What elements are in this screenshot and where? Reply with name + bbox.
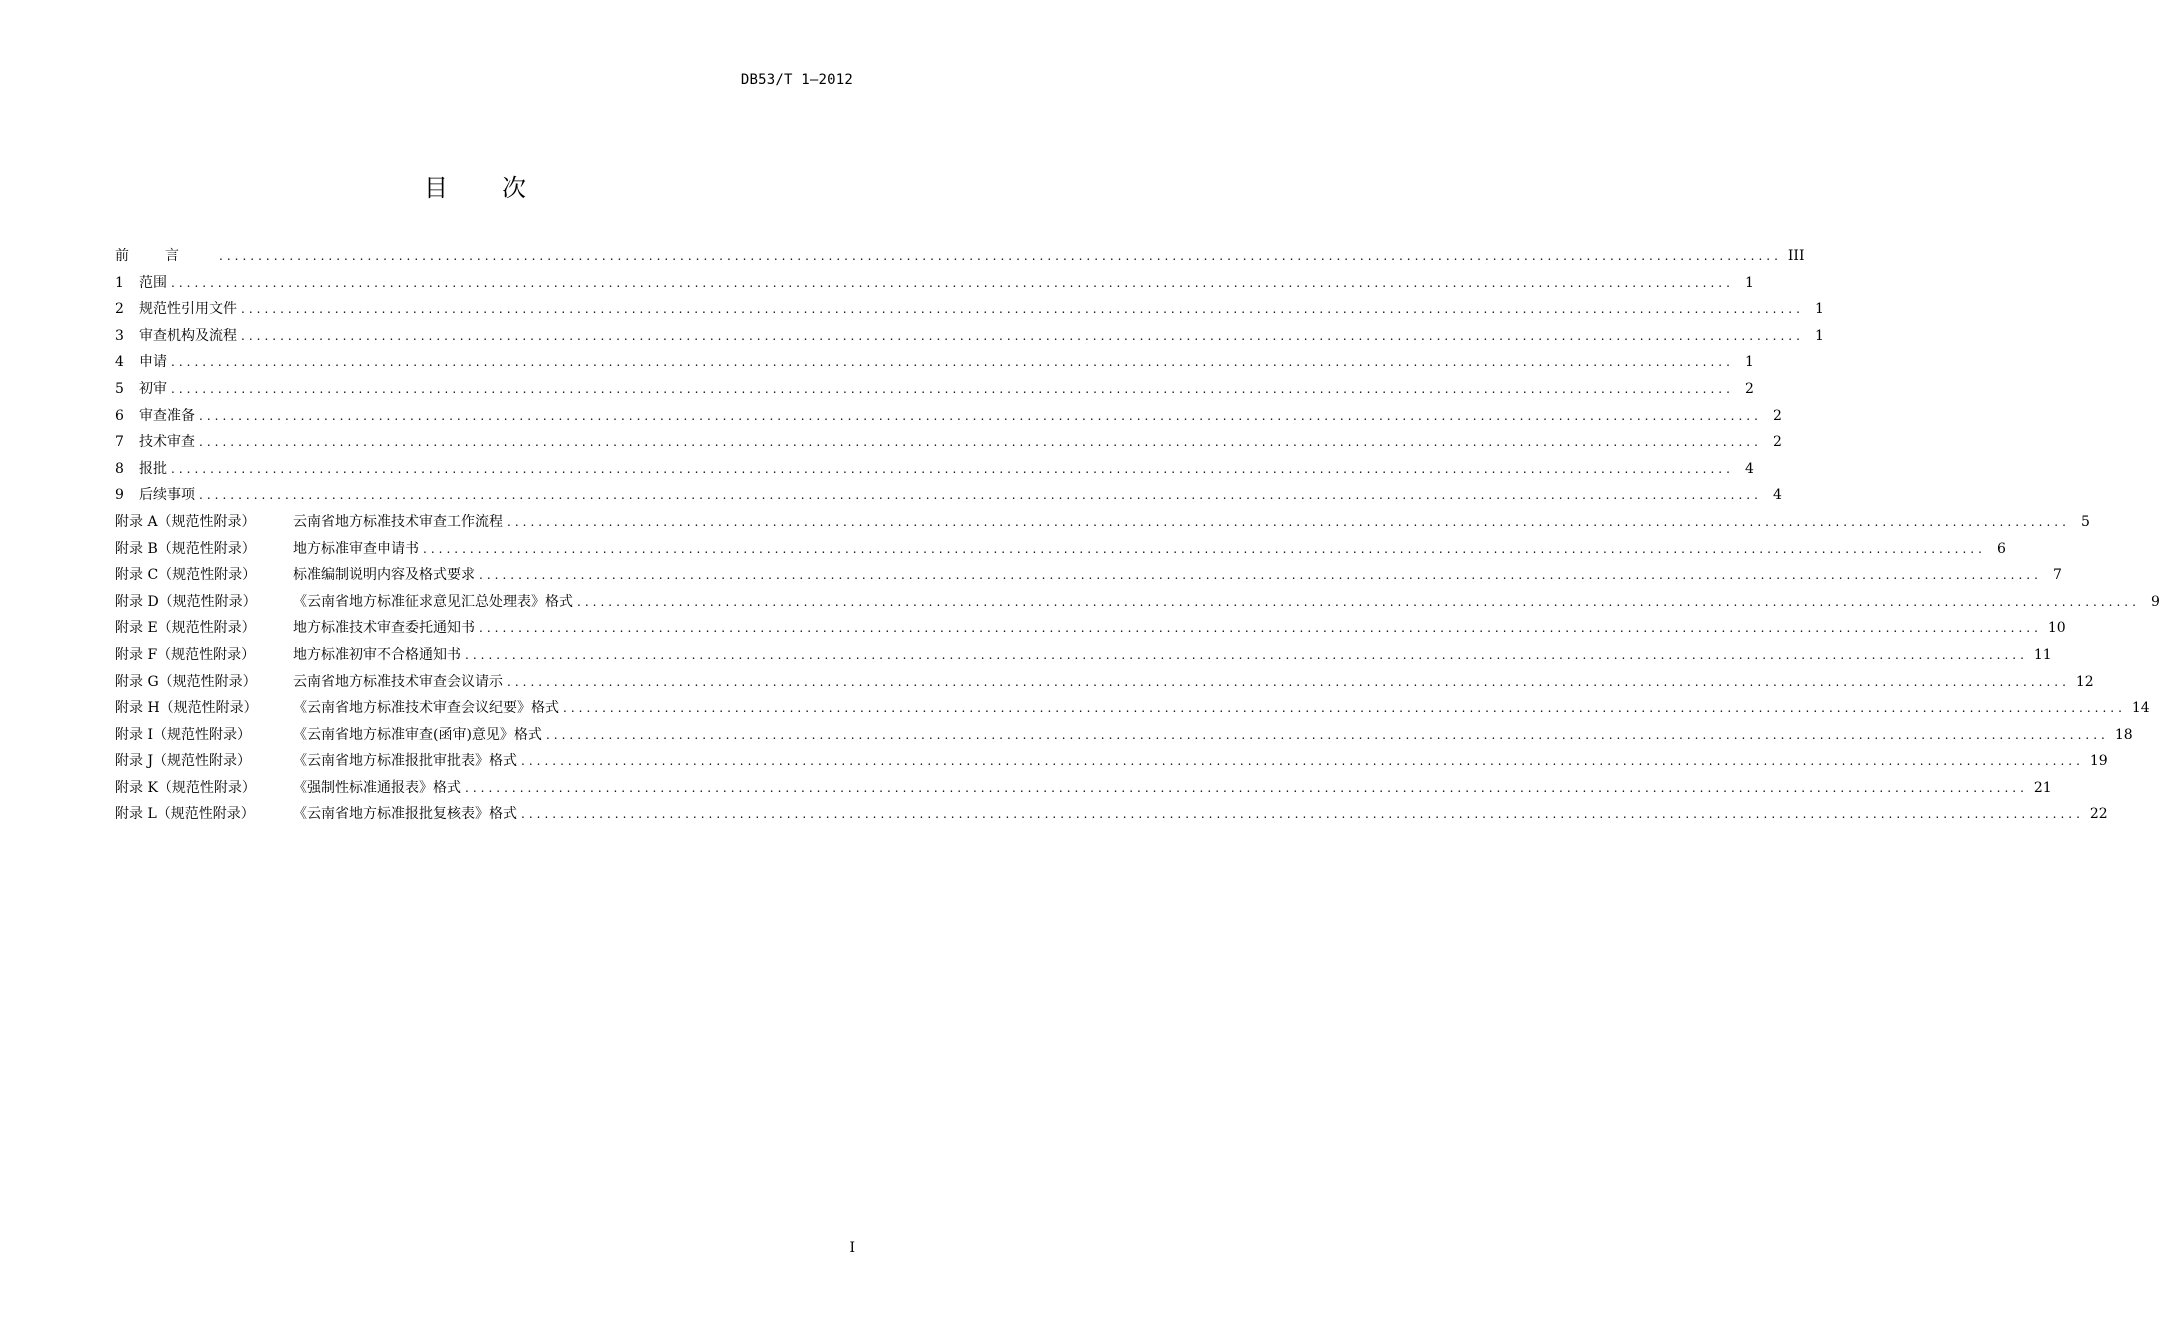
toc-entry-title: 《强制性标准通报表》格式 <box>293 779 461 796</box>
toc-leader: ........................................................................................................................................................................................................ <box>219 249 1782 263</box>
toc-leader: ........................................................................................................................................................................................................ <box>241 302 1804 317</box>
toc-appendix-label: 附录 J（规范性附录） <box>115 753 252 770</box>
toc-appendix-label: 附录 G（规范性附录） <box>115 673 257 690</box>
toc-entry-page: 7 <box>2052 567 2062 584</box>
toc-entry-page: 21 <box>2033 779 2052 796</box>
toc-entry-title: 技术审查 <box>139 434 195 451</box>
toc-leader: ........................................................................................................................................................................................................ <box>199 435 1762 450</box>
toc-entry-page: 2 <box>1772 434 1782 451</box>
toc-entry-title: 云南省地方标准技术审查会议请示 <box>293 673 503 690</box>
toc-entry-title: 地方标准技术审查委托通知书 <box>293 620 475 637</box>
toc-entry-section[interactable] <box>115 296 1824 323</box>
toc-entry-appendix[interactable] <box>115 536 2006 563</box>
toc-entry-title: 《云南省地方标准技术审查会议纪要》格式 <box>293 700 559 717</box>
toc-entry-appendix[interactable] <box>115 615 2066 642</box>
toc-leader: ........................................................................................................................................................................................................ <box>199 488 1762 503</box>
toc-entry-appendix[interactable] <box>115 642 2052 669</box>
toc-entry-page: 14 <box>2131 700 2150 717</box>
toc-entry-number: 6 <box>115 407 124 424</box>
toc-leader: ........................................................................................................................................................................................................ <box>465 780 2028 795</box>
toc-entry-page: 1 <box>1744 274 1754 291</box>
toc-entry-section[interactable] <box>115 456 1754 483</box>
toc-leader: ........................................................................................................................................................................................................ <box>423 541 1986 556</box>
toc-leader: ........................................................................................................................................................................................................ <box>479 621 2042 636</box>
toc-leader: ........................................................................................................................................................................................................ <box>545 727 2109 742</box>
toc-entry-section[interactable] <box>115 403 1782 430</box>
toc-leader: ........................................................................................................................................................................................................ <box>465 647 2028 662</box>
toc-entry-title: 后续事项 <box>139 487 195 504</box>
toc-entry-page: 10 <box>2047 620 2066 637</box>
table-of-contents <box>115 243 2160 828</box>
document-code: DB53/T 1—2012 <box>740 72 853 88</box>
toc-entry-title: 报批 <box>139 460 167 477</box>
toc-entry-title: 《云南省地方标准报批复核表》格式 <box>293 806 517 823</box>
toc-entry-section[interactable] <box>115 376 1754 403</box>
toc-entry-appendix[interactable] <box>115 775 2052 802</box>
toc-entry-appendix[interactable] <box>115 801 2108 828</box>
toc-entry-foreword[interactable] <box>115 243 1805 270</box>
toc-entry-number: 7 <box>115 434 124 451</box>
toc-leader: ........................................................................................................................................................................................................ <box>521 754 2084 769</box>
toc-entry-page: 1 <box>1814 327 1824 344</box>
toc-entry-number: 8 <box>115 460 124 477</box>
toc-entry-page: 19 <box>2089 753 2108 770</box>
toc-entry-page: 12 <box>2075 673 2094 690</box>
toc-entry-page: 1 <box>1814 301 1824 318</box>
toc-entry-title: 云南省地方标准技术审查工作流程 <box>293 513 503 530</box>
toc-entry-page: III <box>1787 248 1805 264</box>
toc-entry-page: 11 <box>2033 646 2052 663</box>
toc-entry-title: 地方标准审查申请书 <box>293 540 419 557</box>
page-number: I <box>849 1240 855 1256</box>
toc-entry-title: 《云南省地方标准报批审批表》格式 <box>293 753 517 770</box>
toc-appendix-label: 附录 B（规范性附录） <box>115 540 256 557</box>
toc-entry-title: 初审 <box>139 380 167 397</box>
toc-title-left: 目 <box>424 174 448 202</box>
toc-appendix-label: 附录 L（规范性附录） <box>115 806 255 823</box>
toc-entry-page: 5 <box>2080 513 2090 530</box>
toc-entry-appendix[interactable] <box>115 748 2108 775</box>
toc-appendix-label: 附录 F（规范性附录） <box>115 646 256 663</box>
toc-entry-page: 22 <box>2089 806 2108 823</box>
toc-entry-section[interactable] <box>115 270 1754 297</box>
toc-title-right: 次 <box>502 174 526 202</box>
toc-entry-page: 4 <box>1772 487 1782 504</box>
toc-entry-appendix[interactable] <box>115 669 2094 696</box>
toc-entry-title: 地方标准初审不合格通知书 <box>293 646 461 663</box>
toc-entry-title: 《云南省地方标准征求意见汇总处理表》格式 <box>293 593 573 610</box>
toc-leader: ........................................................................................................................................................................................................ <box>171 461 1734 476</box>
toc-entry-number: 4 <box>115 354 124 371</box>
toc-entry-number: 2 <box>115 301 124 318</box>
toc-entry-appendix[interactable] <box>115 722 2133 749</box>
toc-entry-page: 9 <box>2150 593 2160 610</box>
toc-entry-number: 9 <box>115 487 124 504</box>
toc-leader: ........................................................................................................................................................................................................ <box>507 674 2070 689</box>
toc-entry-section[interactable] <box>115 323 1824 350</box>
toc-entry-title: 审查机构及流程 <box>139 327 237 344</box>
toc-appendix-label: 附录 E（规范性附录） <box>115 620 256 637</box>
toc-entry-appendix[interactable] <box>115 509 2090 536</box>
toc-appendix-label: 附录 D（规范性附录） <box>115 593 257 610</box>
toc-appendix-label: 附录 H（规范性附录） <box>115 700 258 717</box>
toc-appendix-label: 附录 K（规范性附录） <box>115 779 256 796</box>
toc-leader: ........................................................................................................................................................................................................ <box>241 328 1804 343</box>
toc-entry-page: 18 <box>2114 726 2133 743</box>
toc-entry-number: 1 <box>115 274 124 291</box>
toc-entry-title: 申请 <box>139 354 167 371</box>
toc-entry-appendix[interactable] <box>115 695 2150 722</box>
toc-entry-page: 4 <box>1744 460 1754 477</box>
toc-entry-section[interactable] <box>115 482 1782 509</box>
toc-leader: ........................................................................................................................................................................................................ <box>199 408 1762 423</box>
toc-entry-page: 1 <box>1744 354 1754 371</box>
toc-entry-number: 3 <box>115 327 124 344</box>
toc-leader: ........................................................................................................................................................................................................ <box>577 594 2140 609</box>
toc-appendix-label: 附录 C（规范性附录） <box>115 567 257 584</box>
toc-entry-title: 前言 <box>115 248 215 264</box>
toc-entry-title: 范围 <box>139 274 167 291</box>
toc-leader: ........................................................................................................................................................................................................ <box>479 568 2042 583</box>
toc-entry-title: 标准编制说明内容及格式要求 <box>293 567 475 584</box>
toc-entry-section[interactable] <box>115 349 1754 376</box>
toc-entry-appendix[interactable] <box>115 589 2160 616</box>
toc-leader: ........................................................................................................................................................................................................ <box>563 701 2126 716</box>
toc-entry-title: 《云南省地方标准审查(函审)意见》格式 <box>293 726 542 743</box>
toc-entry-page: 2 <box>1744 380 1754 397</box>
toc-leader: ........................................................................................................................................................................................................ <box>507 514 2070 529</box>
toc-entry-title: 规范性引用文件 <box>139 301 237 318</box>
toc-leader: ........................................................................................................................................................................................................ <box>171 381 1734 396</box>
toc-entry-page: 6 <box>1996 540 2006 557</box>
toc-entry-page: 2 <box>1772 407 1782 424</box>
toc-entry-section[interactable] <box>115 429 1782 456</box>
toc-entry-number: 5 <box>115 380 124 397</box>
toc-leader: ........................................................................................................................................................................................................ <box>171 275 1734 290</box>
toc-appendix-label: 附录 I（规范性附录） <box>115 726 251 743</box>
toc-appendix-label: 附录 A（规范性附录） <box>115 513 256 530</box>
toc-leader: ........................................................................................................................................................................................................ <box>521 807 2084 822</box>
toc-entry-appendix[interactable] <box>115 562 2062 589</box>
toc-title <box>0 168 950 203</box>
toc-entry-title: 审查准备 <box>139 407 195 424</box>
toc-leader: ........................................................................................................................................................................................................ <box>171 355 1734 370</box>
